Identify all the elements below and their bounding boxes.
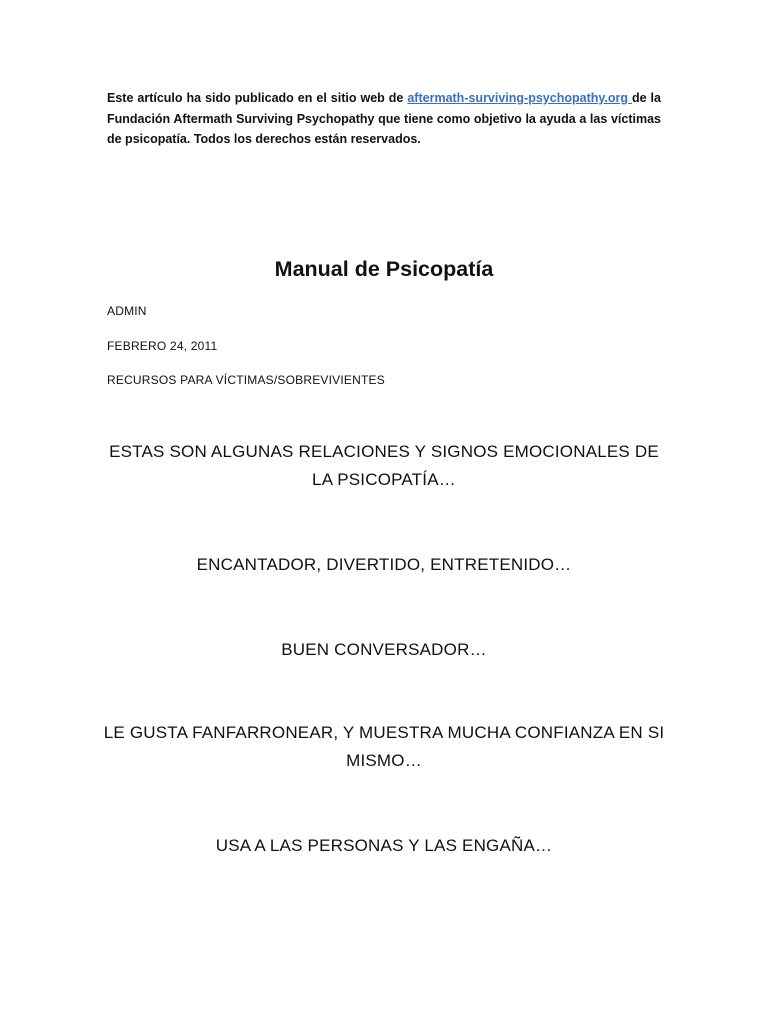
source-website-link[interactable]: aftermath-surviving-psychopathy.org	[407, 91, 632, 105]
article-author: ADMIN	[107, 304, 147, 318]
article-category: RECURSOS PARA VÍCTIMAS/SOBREVIVIENTES	[107, 373, 385, 387]
point-bragging: LE GUSTA FANFARRONEAR, Y MUESTRA MUCHA CONFIANZA EN SI MISMO…	[103, 723, 665, 770]
article-date: FEBRERO 24, 2011	[107, 339, 218, 353]
notice-text-before-link: Este artículo ha sido publicado en el sitio web de	[107, 91, 408, 105]
point-good-talker: BUEN CONVERSADOR…	[281, 640, 487, 659]
point-uses-people: USA A LAS PERSONAS Y LAS ENGAÑA…	[215, 836, 553, 855]
copyright-notice	[107, 88, 661, 150]
article-title: Manual de Psicopatía	[274, 257, 494, 281]
notice-text-after-link: de la Fundación Aftermath Surviving Psychopathy que tiene como objetivo la ayuda a las víctimas de psicopatía. Todos los derechos están reservados.	[107, 91, 661, 146]
point-emotional-signs: ESTAS SON ALGUNAS RELACIONES Y SIGNOS EMOCIONALES DE LA PSICOPATÍA…	[109, 442, 659, 489]
point-charming: ENCANTADOR, DIVERTIDO, ENTRETENIDO…	[196, 555, 572, 574]
